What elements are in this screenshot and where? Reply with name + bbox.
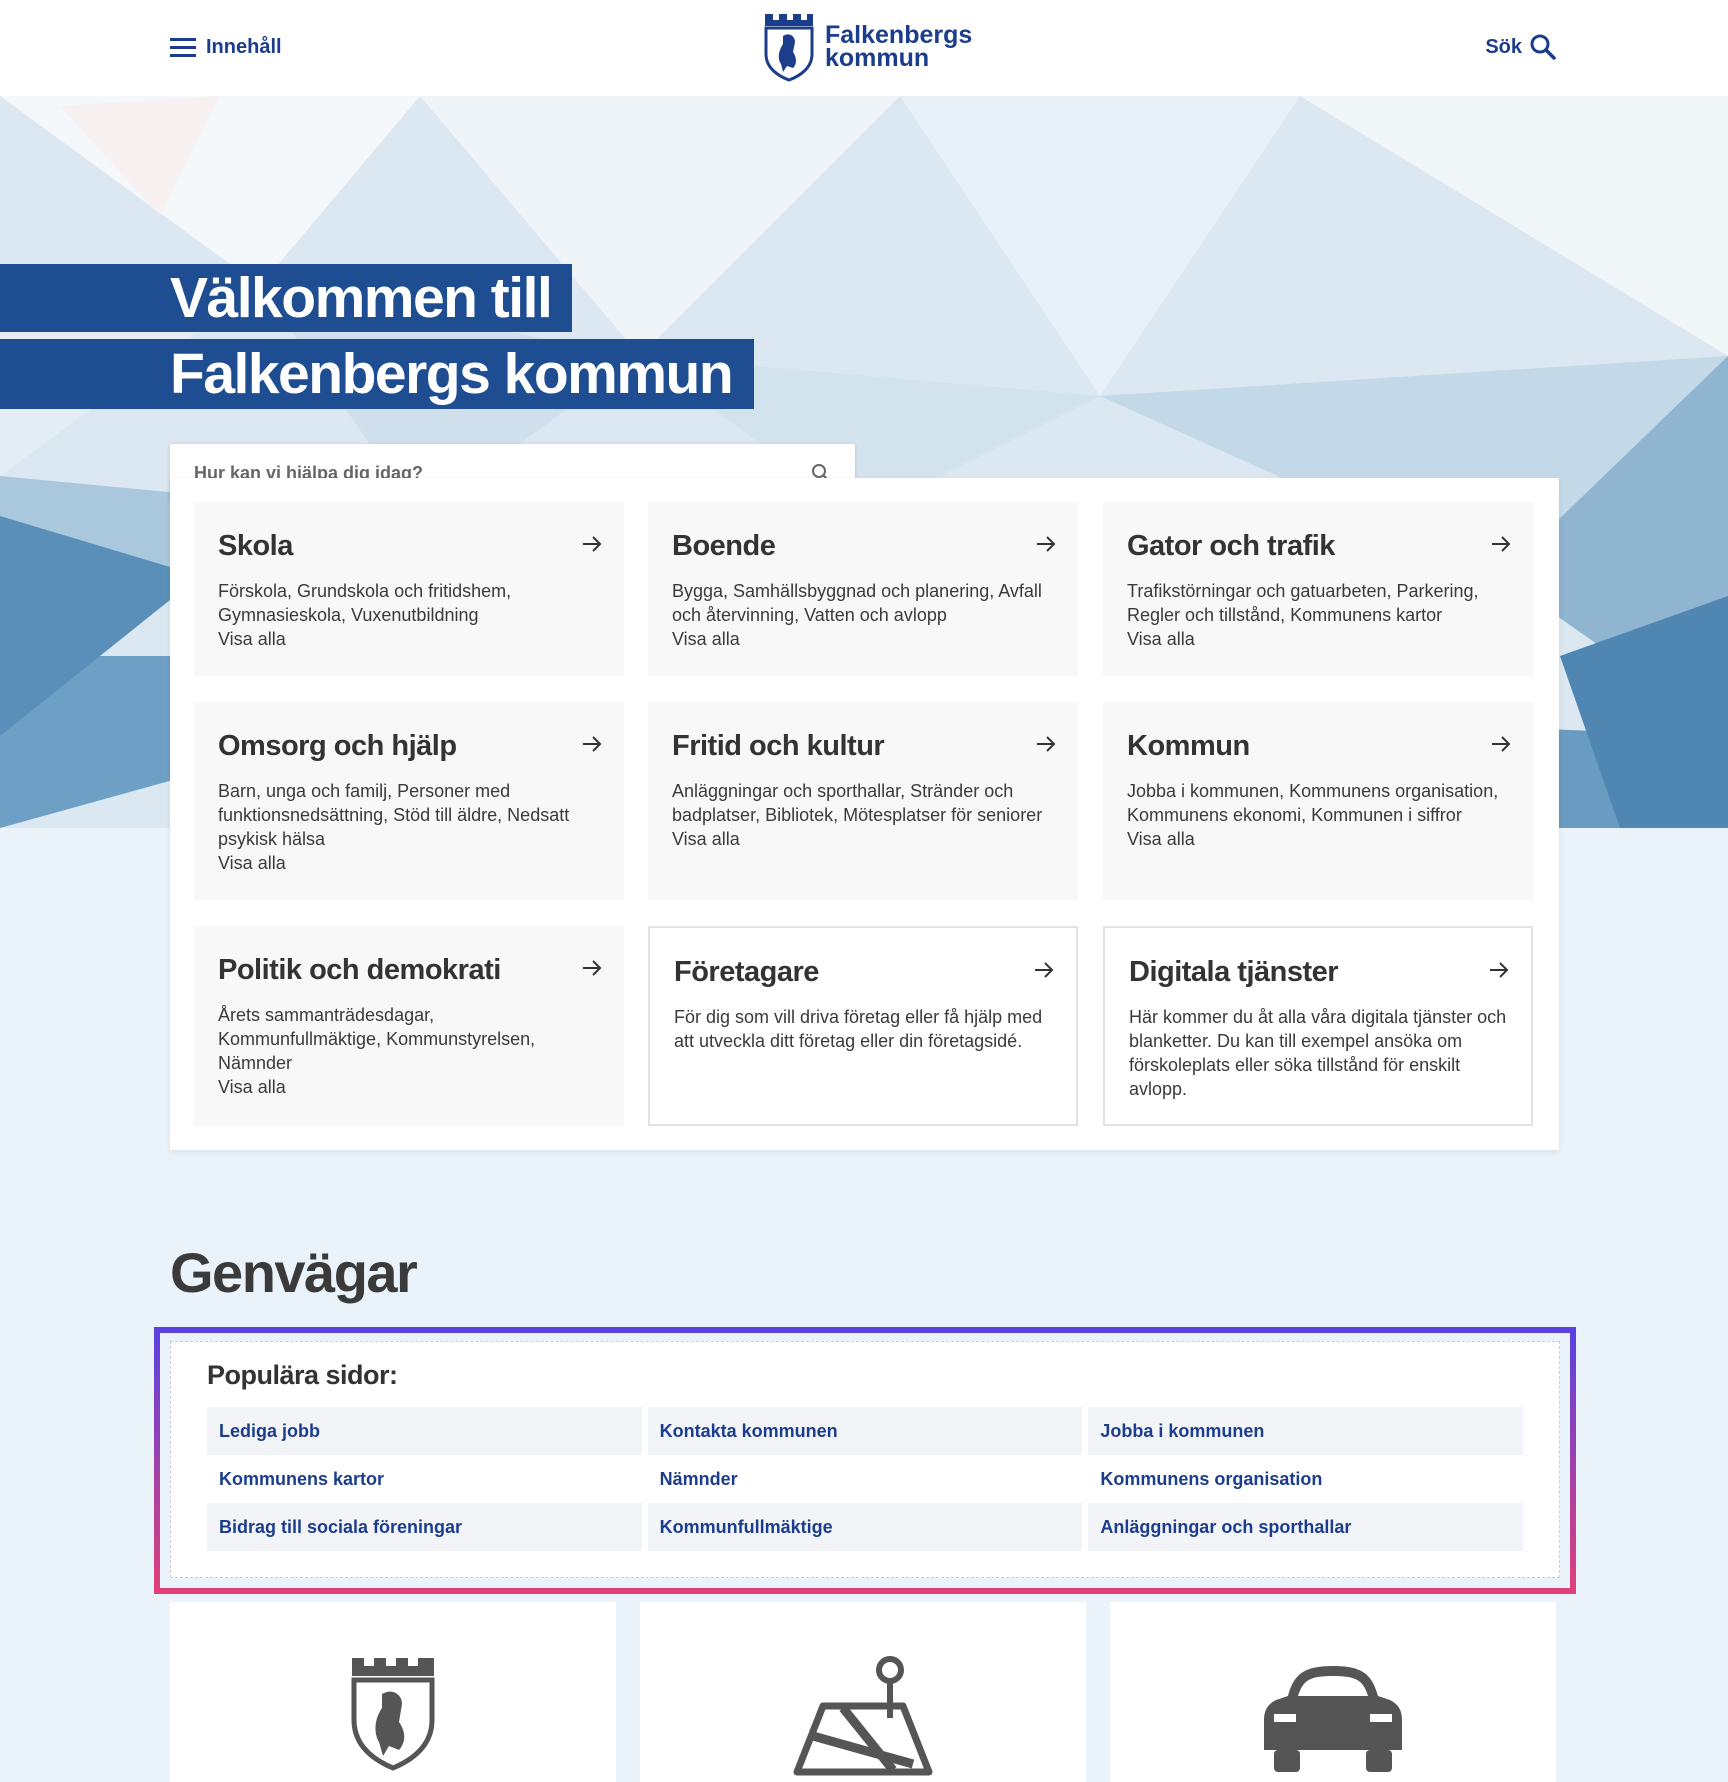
hero-title-line2: Falkenbergs kommun <box>0 339 754 409</box>
card-title: Politik och demokrati <box>218 954 501 986</box>
arrow-right-icon <box>1489 962 1509 978</box>
arrow-right-icon <box>1036 536 1056 552</box>
card-show-all[interactable]: Visa alla <box>1127 829 1195 849</box>
card-title: Fritid och kultur <box>672 730 885 762</box>
category-card-politik-och-demokrati[interactable] <box>194 926 624 1126</box>
card-description: Trafikstörningar och gatuarbeten, Parkering, Regler och tillstånd, Kommunens kartor <box>1127 581 1479 625</box>
card-show-all[interactable]: Visa alla <box>218 1077 286 1097</box>
popular-pages-heading: Populära sidor: <box>207 1360 398 1390</box>
popular-links-grid <box>207 1407 1523 1551</box>
card-show-all[interactable]: Visa alla <box>1127 629 1195 649</box>
category-card-gator-och-trafik[interactable] <box>1103 502 1533 676</box>
popular-link[interactable]: Bidrag till sociala föreningar <box>207 1503 642 1551</box>
popular-link[interactable]: Kommunens kartor <box>219 1468 385 1489</box>
shortcut-tile-kartor[interactable] <box>640 1602 1086 1782</box>
popular-pages-box <box>170 1341 1560 1578</box>
coat-of-arms-icon <box>763 12 815 82</box>
logo-line1: Falkenbergs <box>825 21 973 49</box>
card-description: Här kommer du åt alla våra digitala tjänster och blanketter. Du kan till exempel ansöka om förskoleplats eller söka tillstånd för enskilt avlopp. <box>1129 1007 1507 1099</box>
arrow-right-icon <box>1036 736 1056 752</box>
popular-link[interactable]: Kontakta kommunen <box>648 1407 1083 1455</box>
shortcuts-heading: Genvägar <box>170 1241 417 1304</box>
category-card-boende[interactable] <box>648 502 1078 676</box>
card-description: Jobba i kommunen, Kommunens organisation, Kommunens ekonomi, Kommunen i siffror <box>1127 781 1499 825</box>
category-card-fritid-och-kultur[interactable] <box>648 702 1078 900</box>
arrow-right-icon <box>1491 536 1511 552</box>
shortcut-tile-trafik[interactable] <box>1110 1602 1556 1782</box>
card-title: Kommun <box>1127 730 1250 762</box>
search-icon <box>1530 34 1556 60</box>
popular-link[interactable]: Nämnder <box>659 1468 738 1489</box>
category-card-kommun[interactable] <box>1103 702 1533 900</box>
category-card-omsorg-och-hjalp[interactable] <box>194 702 624 900</box>
card-title: Omsorg och hjälp <box>218 730 457 762</box>
popular-link[interactable]: Jobba i kommunen <box>1088 1407 1523 1455</box>
popular-link[interactable]: Lediga jobb <box>207 1407 642 1455</box>
hero-title-line1: Välkommen till <box>0 264 572 332</box>
menu-button[interactable] <box>170 36 282 59</box>
card-title: Digitala tjänster <box>1129 956 1339 988</box>
car-icon <box>1258 1656 1408 1776</box>
shortcut-tile-kommun[interactable] <box>170 1602 616 1782</box>
header-search-button[interactable] <box>1485 34 1556 60</box>
arrow-right-icon <box>582 536 602 552</box>
category-card-skola[interactable] <box>194 502 624 676</box>
card-show-all[interactable]: Visa alla <box>672 629 740 649</box>
card-description: Årets sammanträdesdagar, Kommunfullmäktige, Kommunstyrelsen, Nämnder <box>218 1005 536 1073</box>
card-description: För dig som vill driva företag eller få hjälp med att utveckla ditt företag eller din företagsidé. <box>674 1007 1043 1051</box>
card-title: Boende <box>672 530 776 562</box>
card-show-all[interactable]: Visa alla <box>218 853 286 873</box>
popular-link[interactable]: Kommunens organisation <box>1100 1468 1323 1489</box>
card-description: Anläggningar och sporthallar, Stränder och badplatser, Bibliotek, Mötesplatser för seniorer <box>672 781 1043 825</box>
popular-link[interactable]: Anläggningar och sporthallar <box>1088 1503 1523 1551</box>
card-description: Barn, unga och familj, Personer med funktionsnedsättning, Stöd till äldre, Nedsatt psykisk hälsa <box>218 781 570 849</box>
arrow-right-icon <box>1491 736 1511 752</box>
menu-label: Innehåll <box>206 36 282 58</box>
card-show-all[interactable]: Visa alla <box>218 629 286 649</box>
coat-of-arms-icon <box>350 1656 436 1776</box>
logo-line2: kommun <box>825 44 930 72</box>
card-show-all[interactable]: Visa alla <box>672 829 740 849</box>
category-panel <box>170 478 1559 1150</box>
card-title: Företagare <box>674 956 819 988</box>
card-title: Gator och trafik <box>1127 530 1335 562</box>
card-description: Förskola, Grundskola och fritidshem, Gymnasieskola, Vuxenutbildning <box>218 581 512 625</box>
category-card-foretagare[interactable] <box>648 926 1078 1126</box>
arrow-right-icon <box>1034 962 1054 978</box>
search-label: Sök <box>1485 35 1522 58</box>
map-pin-icon <box>793 1656 933 1776</box>
arrow-right-icon <box>582 960 602 976</box>
site-header <box>0 0 1728 96</box>
category-card-digitala-tjanster[interactable] <box>1103 926 1533 1126</box>
card-title: Skola <box>218 530 293 562</box>
card-description: Bygga, Samhällsbyggnad och planering, Avfall och återvinning, Vatten och avlopp <box>672 581 1042 625</box>
arrow-right-icon <box>582 736 602 752</box>
site-logo[interactable] <box>763 12 972 82</box>
popular-link[interactable]: Kommunfullmäktige <box>648 1503 1083 1551</box>
hamburger-icon <box>170 37 196 59</box>
